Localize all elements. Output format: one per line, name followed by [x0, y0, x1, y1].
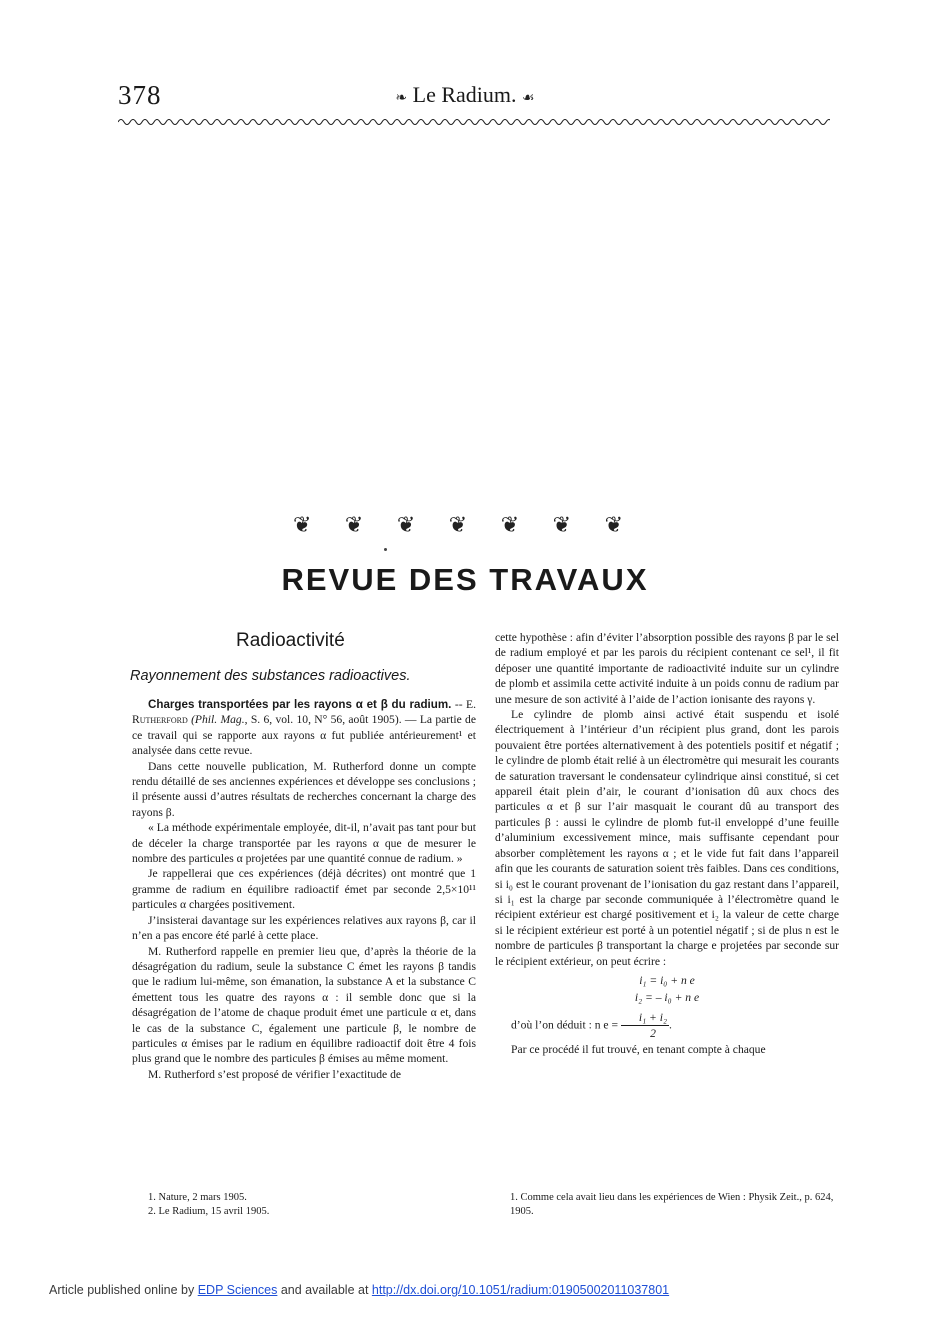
- article-header-paragraph: [132, 697, 476, 759]
- journal-title: Le Radium.: [412, 82, 517, 107]
- paragraph: J’insisterai davantage sur les expériences relatives aux rayons β, car il n’en a pas encore été parlé à cette place.: [132, 913, 476, 943]
- section-title: REVUE DES TRAVAUX: [281, 562, 649, 597]
- decorative-dot: [384, 548, 387, 551]
- fleuron-row-ornament: ❦ ❦ ❦ ❦ ❦ ❦ ❦: [292, 512, 638, 537]
- footnotes-right: [510, 1191, 846, 1219]
- running-head: [0, 82, 930, 108]
- paragraph: cette hypothèse : afin d’éviter l’absorption possible des rayons β par le sel de radium employé et par les parois du récipient contenant ce sel¹, il fit déposer une quantité importante de radioactivité induite sur un cylindre de plomb et assimila cette activité induite à un poids connu de radium par une mesure de son activité à l’aide de l’action ionisante des rayons γ.: [495, 631, 839, 706]
- citation-rest: , S. 6, vol. 10, N° 56, août 1905). — La partie de ce travail qui se rapporte aux rayons α fut publiée antérieurement¹ et analysée dans cette revue.: [132, 713, 476, 758]
- credit-prefix: Article published online by: [49, 1283, 198, 1297]
- equation-2: i₂ = – i₀ + n e: [634, 991, 700, 1005]
- citation-journal: (Phil. Mag.: [191, 713, 245, 727]
- wavy-rule-divider: [118, 115, 830, 129]
- fraction-numerator: i₁ + i₂: [621, 1010, 669, 1026]
- article-title: Charges transportées par les rayons α et β du radium.: [148, 698, 452, 711]
- paragraph: Le cylindre de plomb ainsi activé était suspendu et isolé électriquement à l’intérieur d’un récipient plus grand, dont les parois pouvaient être portées alternativement à des potentiels positif et négatif ; le cylindre de plomb était relié à un électromètre qui mesurait les courants de saturation traversant le condensateur cylindrique ainsi constitué, si cet appareil était plein d’air, le courant d’ionisation dû aux chocs des particules α et β sur l’air masquait le courant dû au transport des particules β : aussi le cylindre de plomb fut-il enveloppé d’une feuille d’aluminium excessivement mince, mais suffisante cependant pour absorber complètement les rayons α ; et le vide fut fait dans l’appareil afin que les courants de saturation soient très faibles. Dans ces conditions, si i₀ est le courant provenant de l’ionisation du gaz restant dans l’appareil, si i₁ est la charge par seconde communiquée à l’électromètre quand le récipient extérieur est chargé positivement et i₂ la valeur de cette charge si le récipient extérieur est porté à un potentiel négatif ; si de plus n est le nombre de particules β transportant la charge e projetées par seconde sur le récipient extérieur, on peut écrire :: [495, 708, 839, 968]
- deduction-suffix: .: [669, 1018, 672, 1032]
- article-dash: -- E.: [451, 698, 477, 711]
- right-column: [495, 630, 839, 1057]
- credit-middle: and available at: [277, 1283, 372, 1297]
- paragraph: Je rappellerai que ces expériences (déjà décrites) ont montré que 1 gramme de radium en équilibre radioactif émet par seconde 2,5×10¹¹ particules α chargées positivement.: [132, 867, 476, 912]
- publisher-credit: [49, 1283, 669, 1297]
- left-column: [132, 697, 476, 1082]
- paragraph: M. Rutherford rappelle en premier lieu que, d’après la théorie de la désagrégation du radium, seule la substance C émet les rayons β tandis que le radium lui-même, son émanation, la substance A et la substance C émettent tous les quatre des rayons α : il semble donc que si la désagrégation de l’atome de chaque produit émet une particule α et, dans le cas de la substance C, également une particule β, le nombre de particules α émises par le radium en équilibre radioactif doit être 4 fois plus grand que le nombre des particules β émises au même moment.: [132, 944, 476, 1066]
- equation-1: i₁ = i₀ + n e: [639, 973, 695, 987]
- publisher-link[interactable]: EDP Sciences: [197, 1283, 278, 1297]
- fraction: [621, 1010, 669, 1042]
- page-number: 378: [118, 80, 162, 110]
- subsection-heading: Rayonnement des substances radioactives.: [130, 668, 411, 684]
- section-heading: Radioactivité: [236, 630, 345, 651]
- footnotes-left: [148, 1191, 468, 1219]
- paragraph: « La méthode expérimentale employée, dit-il, n’avait pas tant pour but de déceler la charge transportée par les rayons α que de mesurer le nombre des particules α projetées par une quantité connue de radium. »: [132, 821, 476, 866]
- fleuron-left-icon: ❧: [395, 91, 408, 106]
- deduction-prefix: d’où l’on déduit : n e =: [511, 1018, 618, 1032]
- paragraph: M. Rutherford s’est proposé de vérifier l’exactitude de: [148, 1067, 402, 1081]
- footnote: 2. Le Radium, 15 avril 1905.: [148, 1206, 270, 1217]
- deduction-line: [495, 1010, 839, 1042]
- article-author: Rutherford: [132, 713, 188, 727]
- footnote: 1. Nature, 2 mars 1905.: [148, 1192, 247, 1203]
- paragraph: Par ce procédé il fut trouvé, en tenant compte à chaque: [511, 1042, 766, 1056]
- doi-link[interactable]: http://dx.doi.org/10.1051/radium:01905002011037801: [371, 1283, 670, 1297]
- fraction-denominator: 2: [650, 1027, 656, 1041]
- footnote: 1. Comme cela avait lieu dans les expériences de Wien : Physik Zeit., p. 624, 1905.: [510, 1192, 834, 1217]
- fleuron-right-icon: ☙: [522, 91, 535, 106]
- paragraph: Dans cette nouvelle publication, M. Rutherford donne un compte rendu détaillé de ses anciennes expériences et développe ses conclusions ; il présente aussi d’autres résultats de recherches concernant la charge des rayons β.: [132, 759, 476, 819]
